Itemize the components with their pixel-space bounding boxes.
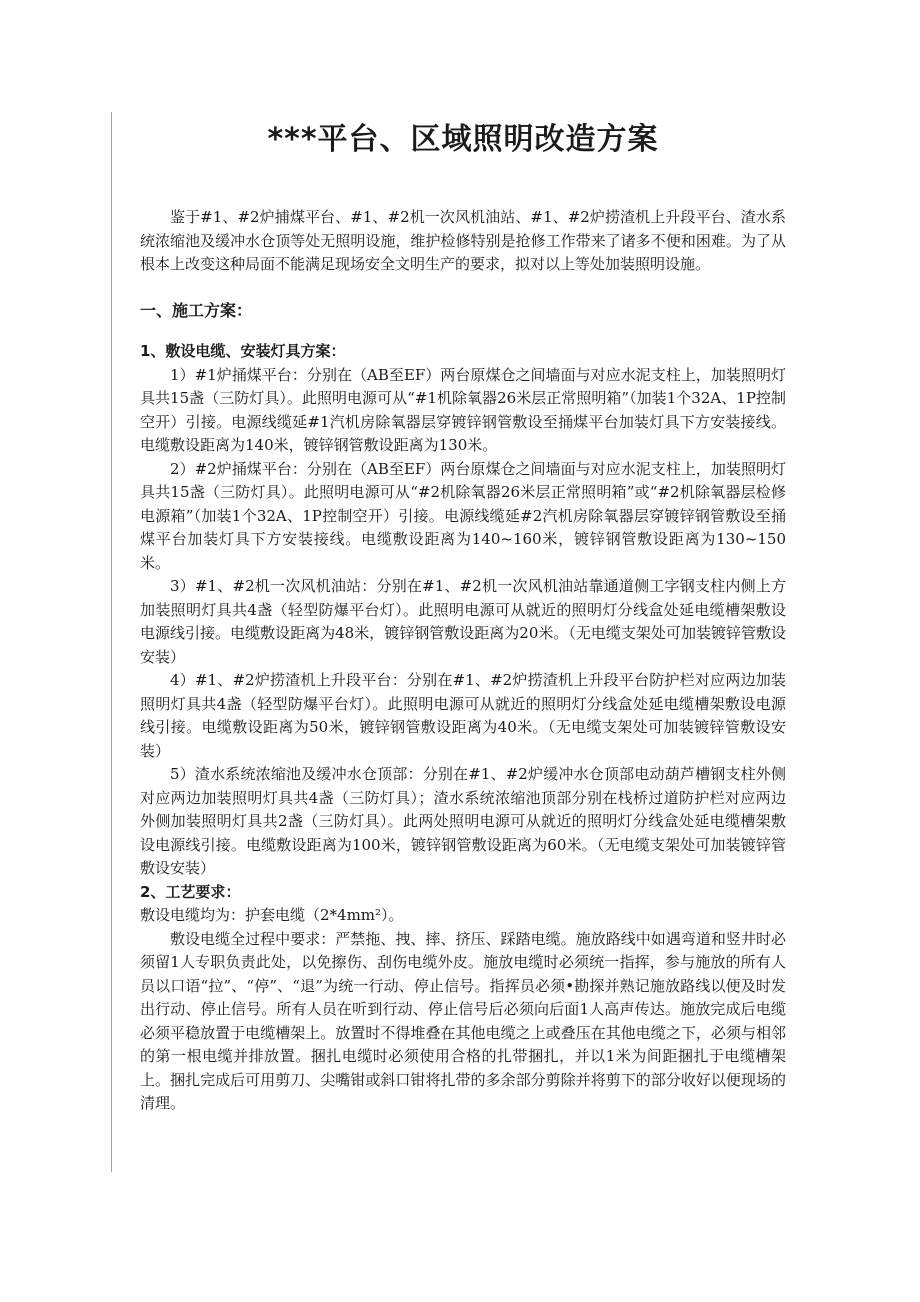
list-item: 3）#1、#2机一次风机油站：分别在#1、#2机一次风机油站靠通道侧工字钢支柱内侧上方加装照明灯具共4盏（轻型防爆平台灯）。此照明电源可从就近的照明灯分线盒处延电缆槽架敷设电源线引接。电缆敷设距离为48米，镀锌钢管敷设距离为20米。（无电缆支架处可加装镀锌管敷设安装） <box>140 577 786 666</box>
intro-paragraph: 鉴于#1、#2炉捕煤平台、#1、#2机一次风机油站、#1、#2炉捞渣机上升段平台、渣水系统浓缩池及缓冲水仓顶等处无照明设施，维护检修特别是抢修工作带来了诸多不便和困难。为了从根本上改变这种局面不能满足现场安全文明生产的要求，拟对以上等处加装照明设施。 <box>140 208 786 273</box>
page-margin-line <box>111 112 112 1172</box>
list-item: 1）#1炉捅煤平台：分别在（AB至EF）两台原煤仓之间墙面与对应水泥支柱上，加装照明灯具共15盏（三防灯具）。此照明电源可从“#1机除氧器26米层正常照明箱”（加装1个32A、1P控制空开）引接。电源线缆延#1汽机房除氧器层穿镀锌钢管敷设至捅煤平台加装灯具下方安装接线。电缆敷设距离为140米，镀锌钢管敷设距离为130米。 <box>140 365 786 454</box>
list-item: 2）#2炉捅煤平台：分别在（AB至EF）两台原煤仓之间墙面与对应水泥支柱上，加装照明灯具共15盏（三防灯具）。此照明电源可从“#2机除氧器26米层正常照明箱”或“#2机除氧器层检修电源箱”（加装1个32A、1P控制空开）引接。电源线缆延#2汽机房除氧器层穿镀锌钢管敷设至捅煤平台加装灯具下方安装接线。电缆敷设距离为140~160米，镀锌钢管敷设距离为130~150米。 <box>140 459 786 572</box>
list-item: 5）渣水系统浓缩池及缓冲水仓顶部：分别在#1、#2炉缓冲水仓顶部电动葫芦槽钢支柱外侧对应两边加装照明灯具共4盏（三防灯具）；渣水系统浓缩池顶部分别在栈桥过道防护栏对应两边外侧加装照明灯具共2盏（三防灯具）。此两处照明电源可从就近的照明灯分线盒处延电缆槽架敷设电源线引接。电缆敷设距离为100米，镀锌钢管敷设距离为60米。（无电缆支架处可加装镀锌管敷设安装） <box>140 765 786 877</box>
document-body <box>140 206 786 1116</box>
cable-spec-line: 敷设电缆均为：护套电缆（2*4mm²）。 <box>140 906 404 924</box>
document-title: ***平台、区域照明改造方案 <box>267 122 659 157</box>
requirements-paragraph: 敷设电缆全过程中要求：严禁拖、拽、摔、挤压、踩踏电缆。施放路线中如遇弯道和竖井时必须留1人专职负责此处，以免擦伤、刮伤电缆外皮。施放电缆时必须统一指挥，参与施放的所有人员以口语“拉”、“停”、“退”为统一行动、停止信号。指挥员必须•勘探并熟记施放路线以便及时发出行动、停止信号。所有人员在听到行动、停止信号后必须向后面1人高声传达。施放完成后电缆必须平稳放置于电缆槽架上。放置时不得堆叠在其他电缆之上或叠压在其他电缆之下，必须与相邻的第一根电缆并排放置。捆扎电缆时必须使用合格的扎带捆扎，并以1米为间距捆扎于电缆槽架上。捆扎完成后可用剪刀、尖嘴钳或斜口钳将扎带的多余部分剪除并将剪下的部分收好以便现场的清理。 <box>140 929 786 1112</box>
subsection-heading-cable-lighting: 1、敷设电缆、安装灯具方案： <box>140 342 346 360</box>
subsection-heading-process-requirements: 2、工艺要求： <box>140 882 241 901</box>
list-item: 4）#1、#2炉捞渣机上升段平台：分别在#1、#2炉捞渣机上升段平台防护栏对应两边加装照明灯具共4盏（轻型防爆平台灯）。此照明电源可从就近的照明灯分线盒处延电缆槽架敷设电源线引接。电缆敷设距离为50米，镀锌钢管敷设距离为40米。（无电缆支架处可加装镀锌管敷设安装） <box>140 671 786 760</box>
section-heading-construction-plan: 一、施工方案： <box>140 300 253 320</box>
